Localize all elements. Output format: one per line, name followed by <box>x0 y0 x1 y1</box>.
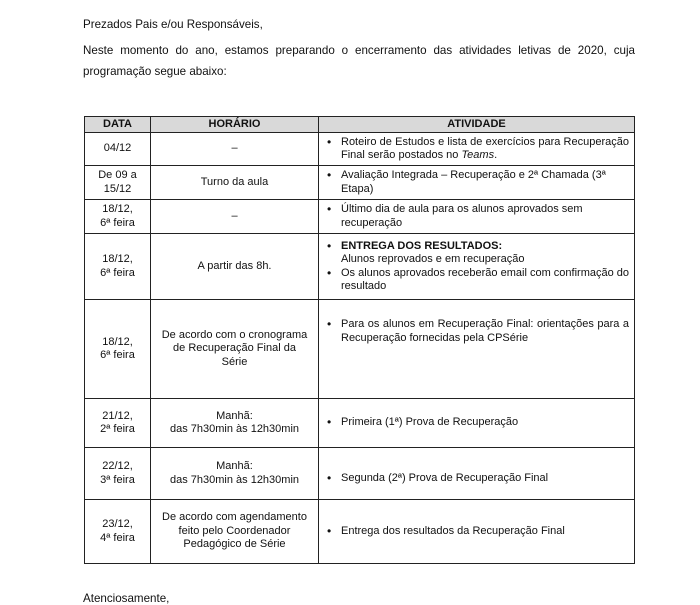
greeting: Prezados Pais e/ou Responsáveis, <box>83 18 263 31</box>
header-activity: ATIVIDADE <box>319 117 635 133</box>
date-cell: 23/12, 4ª feira <box>85 500 151 564</box>
intro-paragraph <box>83 40 635 82</box>
header-time: HORÁRIO <box>151 117 319 133</box>
activity-cell <box>319 399 635 448</box>
activity-cell <box>319 166 635 200</box>
activity-item: • Primeira (1ª) Prova de Recuperação <box>341 416 629 430</box>
activity-item: • Segunda (2ª) Prova de Recuperação Final <box>341 472 629 486</box>
table-row <box>85 234 635 300</box>
table-row <box>85 500 635 564</box>
date-cell: 21/12, 2ª feira <box>85 399 151 448</box>
time-cell: De acordo com agendamento feito pelo Coordenador Pedagógico de Série <box>151 500 319 564</box>
date-cell <box>85 133 151 166</box>
activity-item: • Avaliação Integrada – Recuperação e 2ª Chamada (3ª Etapa) <box>341 169 629 196</box>
activity-item: • ENTREGA DOS RESULTADOS: <box>341 240 629 254</box>
activity-item: Alunos reprovados e em recuperação <box>341 253 525 265</box>
activity-cell <box>319 234 635 300</box>
table-row <box>85 399 635 448</box>
date-cell: 22/12, 3ª feira <box>85 448 151 500</box>
activity-cell <box>319 300 635 399</box>
closing: Atenciosamente, <box>83 592 170 605</box>
time-cell: Manhã: das 7h30min às 12h30min <box>151 448 319 500</box>
time-cell: Manhã: das 7h30min às 12h30min <box>151 399 319 448</box>
table-row <box>85 133 635 166</box>
time-cell: – <box>151 133 319 166</box>
activity-cell <box>319 500 635 564</box>
activity-item: • Entrega dos resultados da Recuperação Final <box>341 525 629 539</box>
activity-cell <box>319 200 635 234</box>
table-header-row <box>85 117 635 133</box>
table-row <box>85 166 635 200</box>
header-date: DATA <box>85 117 151 133</box>
activity-cell <box>319 133 635 166</box>
time-cell: – <box>151 200 319 234</box>
activity-item: • Último dia de aula para os alunos aprovados sem recuperação <box>341 203 629 230</box>
activity-item: • Para os alunos em Recuperação Final: orientações para a Recuperação fornecidas pela CPSérie <box>341 318 629 345</box>
intro-line-1: Neste momento do ano, estamos preparando o encerramento das atividades letivas de 2020, cuja <box>83 44 635 57</box>
date-text: 04/12 <box>103 142 132 155</box>
schedule-table <box>84 116 635 564</box>
table-row <box>85 200 635 234</box>
table-row <box>85 300 635 399</box>
activity-item: • Os alunos aprovados receberão email com confirmação do resultado <box>341 267 629 294</box>
date-cell: 18/12, 6ª feira <box>85 234 151 300</box>
intro-line-2: programação segue abaixo: <box>83 65 227 78</box>
activity-item: • Roteiro de Estudos e lista de exercícios para Recuperação Final serão postados no Teams. <box>341 136 629 163</box>
time-cell: Turno da aula <box>151 166 319 200</box>
date-cell: De 09 a 15/12 <box>85 166 151 200</box>
activity-cell <box>319 448 635 500</box>
date-cell: 18/12, 6ª feira <box>85 300 151 399</box>
table-row <box>85 448 635 500</box>
time-cell: De acordo com o cronograma de Recuperação Final da Série <box>151 300 319 399</box>
time-cell: A partir das 8h. <box>151 234 319 300</box>
date-cell: 18/12, 6ª feira <box>85 200 151 234</box>
